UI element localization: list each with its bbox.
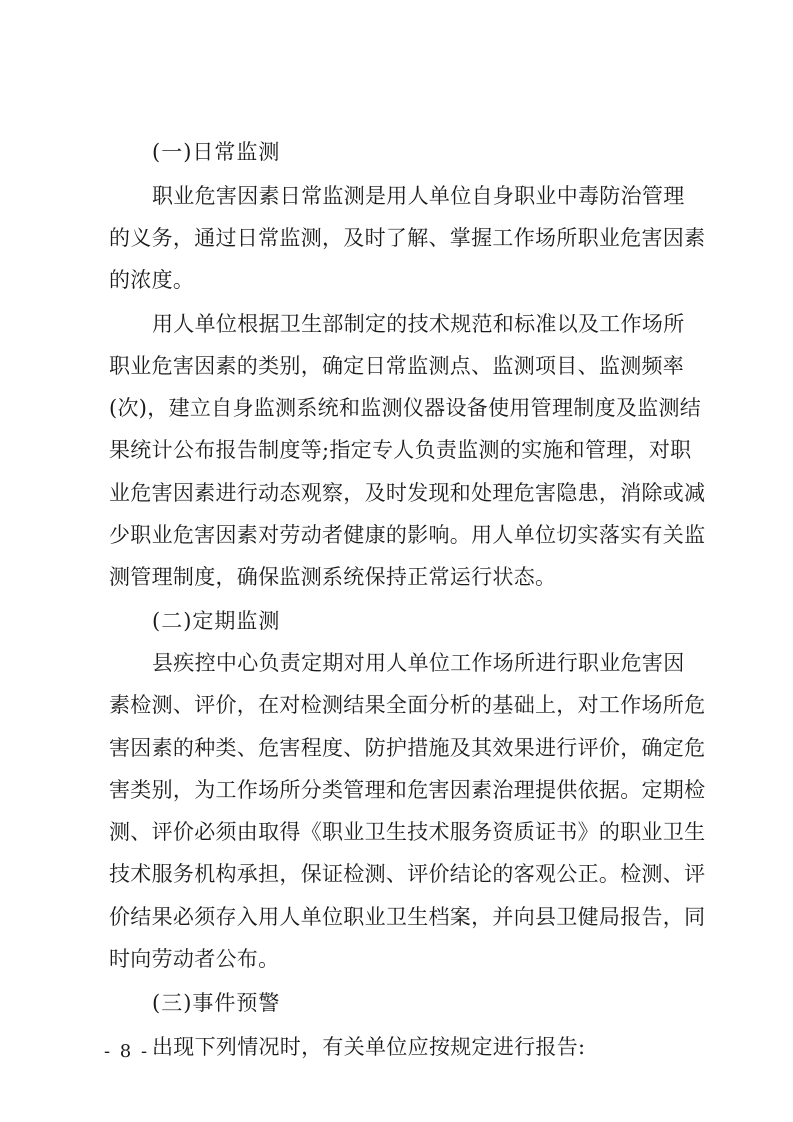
paragraph-line: (次)，建立自身监测系统和监测仪器设备使用管理制度及监测结 bbox=[109, 396, 702, 420]
paragraph-line: 出现下列情况时，有关单位应按规定进行报告: bbox=[152, 1035, 586, 1059]
paragraph-line: 少职业危害因素对劳动者健康的影响。用人单位切实落实有关监 bbox=[109, 523, 706, 547]
paragraph-line: 时向劳动者公布。 bbox=[109, 947, 280, 971]
paragraph-line: 的义务，通过日常监测，及时了解、掌握工作场所职业危害因素 bbox=[109, 226, 706, 250]
paragraph-line: 业危害因素进行动态观察，及时发现和处理危害隐患，消除或减 bbox=[109, 481, 706, 505]
paragraph-line: 价结果必须存入用人单位职业卫生档案，并向县卫健局报告，同 bbox=[109, 905, 706, 929]
paragraph-line: 害类别，为工作场所分类管理和危害因素治理提供依据。定期检 bbox=[109, 778, 706, 802]
paragraph-line: 果统计公布报告制度等;指定专人负责监测的实施和管理，对职 bbox=[109, 438, 692, 462]
paragraph-line: 用人单位根据卫生部制定的技术规范和标准以及工作场所 bbox=[152, 312, 685, 336]
paragraph-line: 测、评价必须由取得《职业卫生技术服务资质证书》的职业卫生 bbox=[109, 820, 706, 844]
paragraph-line: 素检测、评价，在对检测结果全面分析的基础上，对工作场所危 bbox=[109, 693, 706, 717]
paragraph-line: 的浓度。 bbox=[109, 268, 195, 292]
paragraph-line: 县疾控中心负责定期对用人单位工作场所进行职业危害因 bbox=[152, 651, 685, 675]
section-heading-event-warning: (三)事件预警 bbox=[152, 991, 281, 1015]
paragraph-line: 测管理制度，确保监测系统保持正常运行状态。 bbox=[109, 565, 557, 589]
paragraph-line: 技术服务机构承担，保证检测、评价结论的客观公正。检测、评 bbox=[109, 862, 706, 886]
page-number: - 8 - bbox=[104, 1041, 150, 1062]
section-heading-daily-monitoring: (一)日常监测 bbox=[152, 140, 281, 164]
paragraph-line: 职业危害因素的类别，确定日常监测点、监测项目、监测频率 bbox=[109, 354, 685, 378]
paragraph-line: 害因素的种类、危害程度、防护措施及其效果进行评价，确定危 bbox=[109, 736, 706, 760]
section-heading-periodic-monitoring: (二)定期监测 bbox=[152, 609, 281, 633]
paragraph-line: 职业危害因素日常监测是用人单位自身职业中毒防治管理 bbox=[152, 184, 685, 208]
